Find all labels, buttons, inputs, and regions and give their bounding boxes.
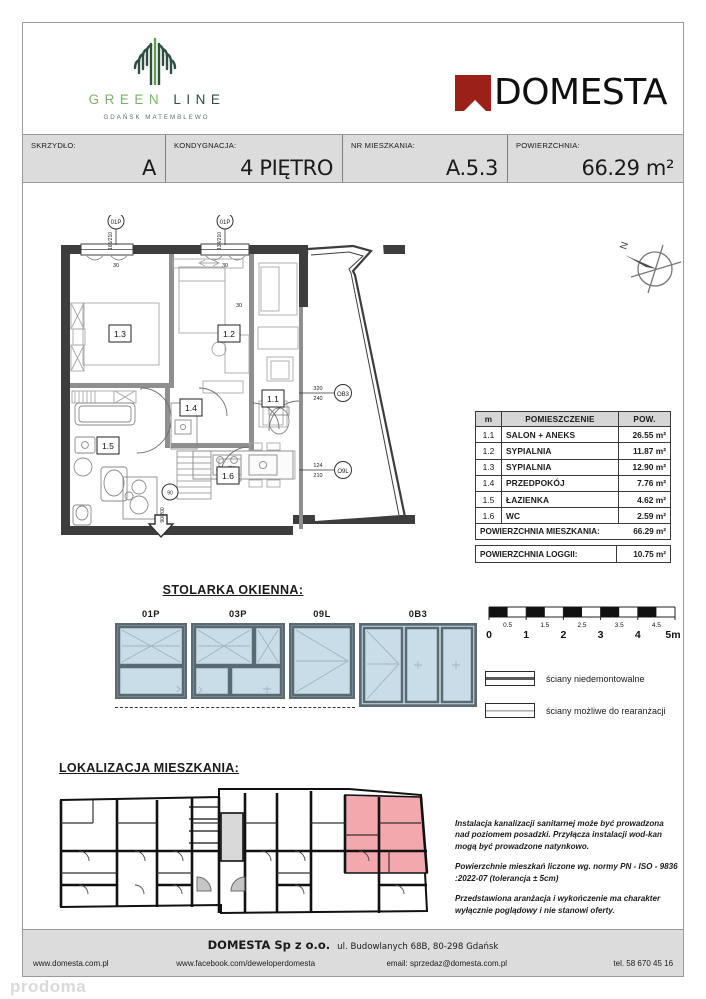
apartment-floorplan-drawing [53, 215, 473, 565]
svg-text:30: 30 [235, 303, 243, 309]
watermark: prodoma [10, 977, 87, 996]
svg-text:165/210: 165/210 [108, 231, 114, 251]
greenline-word-green: GREEN [88, 92, 165, 107]
footer-company-line [23, 930, 683, 952]
window-joinery-section [23, 583, 473, 709]
domesta-mark-icon [455, 75, 491, 111]
loggia-area-label: POWIERZCHNIA LOGGII: [480, 549, 578, 559]
greenline-word-line: LINE [173, 92, 226, 107]
floor-value: 4 PIĘTRO [240, 156, 333, 180]
svg-text:1.2: 1.2 [223, 329, 235, 339]
svg-text:210: 210 [313, 473, 323, 479]
total-area-value: 66.29 m² [633, 527, 666, 537]
room-area: 26.55 m² [619, 427, 671, 443]
svg-text:4.5: 4.5 [651, 622, 661, 629]
svg-text:1.3: 1.3 [114, 329, 126, 339]
footer-email-link[interactable]: email: sprzedaz@domesta.com.pl [386, 959, 508, 968]
svg-text:O9L: O9L [337, 468, 349, 475]
joinery-item-03P [191, 609, 285, 708]
room-name: SYPIALNIA [502, 443, 619, 459]
greenline-location: GDAŃSK MATEMBLEWO [103, 114, 210, 121]
room-area: 11.87 m² [619, 443, 671, 459]
svg-text:OB3: OB3 [336, 391, 350, 398]
footer-phone: tel. 58 670 45 16 [613, 959, 674, 968]
svg-text:30: 30 [112, 263, 120, 269]
greenline-logo [75, 35, 235, 121]
greenline-wordmark [75, 92, 235, 107]
room-name: PRZEDPOKÓJ [502, 475, 619, 491]
svg-text:2.5: 2.5 [577, 622, 587, 629]
building-location-drawing [49, 785, 449, 920]
footer-address: ul. Budowlanych 68B, 80-298 Gdańsk [337, 942, 499, 952]
joinery-title: STOLARKA OKIENNA: [162, 583, 304, 597]
rooms-header-num: m [476, 412, 502, 427]
svg-text:4: 4 [634, 629, 641, 641]
svg-text:0.5: 0.5 [503, 622, 513, 629]
room-num: 1.3 [476, 459, 502, 475]
floor-label: KONDYGNACJA: [174, 141, 237, 150]
info-cell-wing [23, 135, 166, 182]
svg-text:5m: 5m [665, 629, 681, 641]
room-num: 1.5 [476, 491, 502, 507]
number-label: NR MIESZKANIA: [351, 141, 415, 150]
svg-text:0: 0 [486, 629, 492, 641]
room-area: 12.90 m² [619, 459, 671, 475]
joinery-baseline-01P [115, 707, 187, 708]
apartment-info-bar [23, 135, 683, 183]
table-row [476, 459, 671, 475]
joinery-label-03P: 03P [228, 609, 248, 619]
total-area-row [475, 524, 671, 540]
table-row [476, 508, 671, 524]
note-plumbing: Instalacja kanalizacji sanitarnej może być prowadzona nad poziomem posadzki. Przyłącza instalacji wod-kan mogą być prowadzone natynkowo. [455, 819, 664, 851]
legend-item-solid-wall [485, 671, 685, 686]
room-area: 7.76 m² [619, 475, 671, 491]
compass-north-icon [615, 235, 685, 305]
window-0B3-icon [359, 623, 477, 707]
svg-text:1: 1 [523, 629, 530, 641]
footer-contact-row [23, 952, 683, 968]
room-name: SYPIALNIA [502, 459, 619, 475]
tree-icon [126, 35, 184, 85]
svg-text:90: 90 [167, 490, 173, 497]
joinery-item-0B3 [359, 609, 477, 712]
svg-text:240: 240 [313, 396, 323, 402]
joinery-label-01P: 01P [141, 609, 161, 619]
room-num: 1.4 [476, 475, 502, 491]
svg-text:30: 30 [221, 263, 229, 269]
info-cell-number [343, 135, 508, 182]
room-name: SALON + ANEKS [502, 427, 619, 443]
table-row [476, 475, 671, 491]
note-arrangement: Przedstawiona aranżacja i wykończenie ma charakter wyłącznie poglądowy i nie stanowi oferty. [455, 894, 661, 915]
solid-wall-symbol-icon [485, 671, 535, 686]
area-value: 66.29 m² [581, 156, 674, 180]
svg-text:1.5: 1.5 [540, 622, 550, 629]
loggia-area-value: 10.75 m² [616, 546, 670, 562]
window-01P-icon [115, 623, 187, 699]
svg-text:2: 2 [560, 629, 567, 641]
room-area: 2.59 m² [619, 508, 671, 524]
sheet-header [23, 23, 683, 135]
note-standard: Powierzchnie mieszkań liczone wg. normy PN - ISO - 9836 :2022-07 (tolerancja ± 5cm) [455, 862, 678, 883]
area-label: POWIERZCHNIA: [516, 141, 580, 150]
joinery-baseline-09L [289, 707, 355, 708]
svg-text:90/200: 90/200 [160, 507, 166, 523]
footer-facebook-link[interactable]: www.facebook.com/deweloperdomesta [176, 959, 316, 968]
window-03P-icon [191, 623, 285, 699]
window-09L-icon [289, 623, 355, 699]
svg-text:01P: 01P [110, 219, 122, 226]
joinery-label-09L: 09L [313, 609, 331, 619]
joinery-item-09L [289, 609, 355, 708]
disclaimer-notes [455, 818, 679, 916]
scale-bar [485, 601, 685, 641]
plan-sheet [22, 22, 684, 977]
wing-value: A [142, 156, 156, 180]
svg-text:1.1: 1.1 [267, 394, 279, 404]
svg-text:N: N [618, 240, 632, 251]
room-num: 1.1 [476, 427, 502, 443]
room-area: 4.62 m² [619, 491, 671, 507]
building-location-plan [49, 785, 449, 925]
rooms-header-area: POW. [619, 412, 671, 427]
rooms-table-header-row [476, 412, 671, 427]
svg-text:124: 124 [313, 463, 323, 469]
rearrangeable-wall-symbol-icon [485, 703, 535, 718]
svg-text:3: 3 [597, 629, 604, 641]
joinery-item-01P [115, 609, 187, 708]
room-name: ŁAZIENKA [502, 491, 619, 507]
footer-website-link[interactable]: www.domesta.com.pl [33, 959, 109, 968]
table-row [476, 427, 671, 443]
svg-text:1.5: 1.5 [102, 441, 114, 451]
sheet-footer [23, 929, 683, 976]
table-row [476, 491, 671, 507]
info-cell-floor [166, 135, 343, 182]
loggia-area-row [475, 545, 671, 563]
legend-item-rearrangeable-wall [485, 703, 685, 718]
legend-label-rearrangeable: ściany możliwe do rearanżacji [546, 705, 666, 716]
domesta-logo [455, 72, 668, 113]
wall-legend [485, 671, 685, 735]
joinery-label-0B3: 0B3 [408, 609, 428, 619]
highlighted-apartment [345, 795, 427, 873]
svg-text:320: 320 [313, 386, 323, 392]
info-cell-area [508, 135, 683, 182]
rooms-header-name: POMIESZCZENIE [502, 412, 619, 427]
localization-title: LOKALIZACJA MIESZKANIA: [59, 761, 240, 775]
footer-company-name: DOMESTA Sp z o.o. [207, 938, 331, 952]
rooms-table [475, 411, 671, 563]
svg-text:3.5: 3.5 [614, 622, 624, 629]
room-name: WC [502, 508, 619, 524]
svg-text:1.4: 1.4 [185, 403, 197, 413]
total-area-label: POWIERZCHNIA MIESZKANIA: [480, 527, 600, 537]
svg-text:01P: 01P [219, 219, 231, 226]
room-num: 1.6 [476, 508, 502, 524]
legend-label-solid: ściany niedemontowalne [546, 673, 645, 684]
room-num: 1.2 [476, 443, 502, 459]
domesta-wordmark: DOMESTA [494, 72, 668, 113]
table-row [476, 443, 671, 459]
svg-text:134/210: 134/210 [217, 231, 223, 251]
joinery-baseline-03P [191, 707, 285, 708]
wing-label: SKRZYDŁO: [31, 141, 76, 150]
number-value: A.5.3 [445, 156, 498, 180]
svg-text:1.6: 1.6 [222, 471, 234, 481]
entrance-door-tag [160, 484, 178, 523]
